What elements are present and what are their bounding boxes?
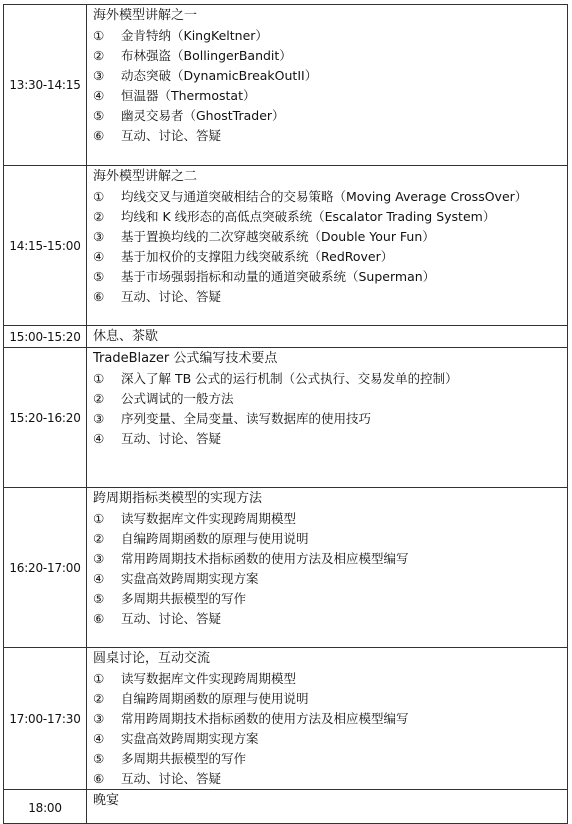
item-text: 基于市场强弱指标和动量的通道突破系统（Superman） [121, 269, 436, 284]
agenda-item [93, 247, 563, 267]
item-number: ② [93, 531, 105, 546]
time-cell [4, 5, 87, 166]
agenda-item [93, 126, 563, 146]
schedule-row [4, 488, 568, 648]
session-title: 圆桌讨论，互动交流 [93, 651, 211, 666]
schedule-row [4, 166, 568, 326]
item-number: ① [93, 671, 105, 686]
item-text: 互动、讨论、答疑 [121, 128, 222, 143]
item-number: ④ [93, 88, 105, 103]
schedule-row [4, 326, 568, 348]
agenda-item [93, 569, 563, 589]
item-number: ③ [93, 551, 105, 566]
time-label: 16:20-17:00 [9, 560, 81, 575]
item-text: 基于置换均线的二次穿越突破系统（Double Your Fun） [121, 229, 435, 244]
content-cell [87, 488, 568, 648]
content-cell [87, 348, 568, 488]
content-cell [87, 326, 568, 348]
item-number: ④ [93, 249, 105, 264]
content-cell [87, 648, 568, 790]
item-number: ② [93, 691, 105, 706]
item-text: 实盘高效跨周期实现方案 [121, 571, 259, 586]
time-label: 14:15-15:00 [9, 238, 81, 253]
content-cell [87, 790, 568, 824]
agenda-item [93, 267, 563, 287]
item-text: 均线交叉与通道突破相结合的交易策略（Moving Average CrossOver） [121, 189, 528, 204]
item-number: ① [93, 511, 105, 526]
agenda-item [93, 429, 563, 449]
item-number: ③ [93, 68, 105, 83]
agenda-item [93, 46, 563, 66]
time-label: 17:00-17:30 [9, 711, 81, 726]
session-title: 跨周期指标类模型的实现方法 [93, 491, 263, 506]
item-number: ⑤ [93, 751, 105, 766]
session-title: 海外模型讲解之一 [93, 8, 198, 23]
item-text: 幽灵交易者（GhostTrader） [121, 108, 285, 123]
agenda-item [93, 689, 563, 709]
time-label: 13:30-14:15 [9, 78, 81, 92]
item-text: 常用跨周期技术指标函数的使用方法及相应模型编写 [121, 551, 409, 566]
agenda-item [93, 187, 563, 207]
agenda-item [93, 287, 563, 307]
item-number: ⑥ [93, 289, 105, 304]
item-text: 互动、讨论、答疑 [121, 771, 222, 786]
time-cell [4, 488, 87, 648]
item-number: ② [93, 209, 105, 224]
item-text: 常用跨周期技术指标函数的使用方法及相应模型编写 [121, 711, 409, 726]
item-text: 互动、讨论、答疑 [121, 431, 222, 446]
agenda-item [93, 769, 563, 789]
agenda-item [93, 207, 563, 227]
item-number: ⑥ [93, 771, 105, 786]
item-text: 多周期共振模型的写作 [121, 591, 247, 606]
item-number: ① [93, 189, 105, 204]
schedule-row [4, 790, 568, 824]
agenda-item [93, 86, 563, 106]
time-cell [4, 648, 87, 790]
item-text: 动态突破（DynamicBreakOutII） [121, 68, 318, 83]
time-cell [4, 166, 87, 326]
item-number: ⑤ [93, 269, 105, 284]
content-cell [87, 5, 568, 166]
item-number: ③ [93, 229, 105, 244]
agenda-item [93, 106, 563, 126]
agenda-item [93, 389, 563, 409]
schedule-row [4, 348, 568, 488]
session-title: 晚宴 [93, 793, 120, 808]
schedule-body [4, 5, 568, 824]
session-title: 海外模型讲解之二 [93, 169, 198, 184]
item-text: 读写数据库文件实现跨周期模型 [121, 511, 297, 526]
schedule-row [4, 648, 568, 790]
item-text: 深入了解 TB 公式的运行机制（公式执行、交易发单的控制） [121, 371, 458, 386]
schedule-table [3, 4, 568, 824]
item-number: ③ [93, 711, 105, 726]
agenda-item [93, 409, 563, 429]
agenda-item [93, 529, 563, 549]
item-number: ① [93, 371, 105, 386]
agenda-item [93, 26, 563, 46]
time-cell [4, 790, 87, 824]
item-text: 互动、讨论、答疑 [121, 611, 222, 626]
agenda-item [93, 669, 563, 689]
agenda-item [93, 749, 563, 769]
agenda-item [93, 509, 563, 529]
item-number: ⑥ [93, 128, 105, 143]
item-number: ③ [93, 411, 105, 426]
agenda-item [93, 709, 563, 729]
agenda-item [93, 609, 563, 629]
item-number: ① [93, 28, 105, 43]
agenda-item [93, 369, 563, 389]
session-title: 休息、茶歇 [93, 329, 159, 344]
time-label: 15:20-16:20 [9, 410, 81, 425]
item-number: ⑥ [93, 611, 105, 626]
time-label: 15:00-15:20 [9, 329, 81, 344]
item-number: ⑤ [93, 108, 105, 123]
item-text: 公式调试的一般方法 [121, 391, 234, 406]
item-text: 布林强盗（BollingerBandit） [121, 48, 292, 63]
item-text: 金肯特纳（KingKeltner） [121, 28, 268, 43]
content-cell [87, 166, 568, 326]
item-number: ④ [93, 731, 105, 746]
item-text: 互动、讨论、答疑 [121, 289, 222, 304]
agenda-item [93, 589, 563, 609]
agenda-item [93, 66, 563, 86]
item-number: ② [93, 391, 105, 406]
schedule-row [4, 5, 568, 166]
item-text: 基于加权价的支撑阻力线突破系统（RedRover） [121, 249, 394, 264]
item-text: 自编跨周期函数的原理与使用说明 [121, 531, 309, 546]
item-text: 读写数据库文件实现跨周期模型 [121, 671, 297, 686]
item-text: 恒温器（Thermostat） [121, 88, 256, 103]
item-number: ④ [93, 431, 105, 446]
agenda-item [93, 227, 563, 247]
item-text: 自编跨周期函数的原理与使用说明 [121, 691, 309, 706]
item-number: ⑤ [93, 591, 105, 606]
item-text: 多周期共振模型的写作 [121, 751, 247, 766]
agenda-item [93, 729, 563, 749]
time-cell [4, 348, 87, 488]
agenda-item [93, 549, 563, 569]
item-text: 均线和 K 线形态的高低点突破系统（Escalator Trading System） [121, 209, 496, 224]
item-number: ④ [93, 571, 105, 586]
item-number: ② [93, 48, 105, 63]
time-cell [4, 326, 87, 348]
time-label: 18:00 [28, 800, 62, 815]
session-title: TradeBlazer 公式编写技术要点 [93, 351, 278, 366]
item-text: 序列变量、全局变量、读写数据库的使用技巧 [121, 411, 372, 426]
item-text: 实盘高效跨周期实现方案 [121, 731, 259, 746]
